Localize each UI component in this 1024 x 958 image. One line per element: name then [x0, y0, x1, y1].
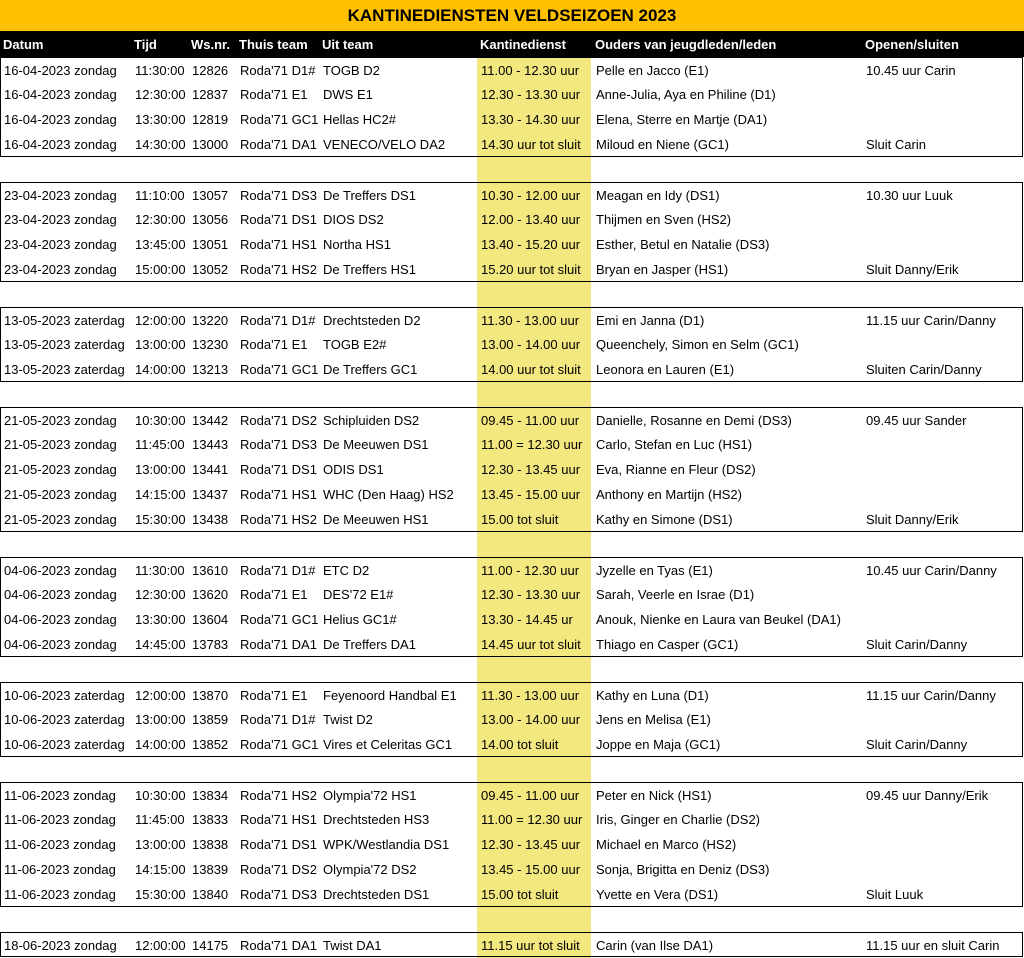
- cell-ouders: Anthony en Martijn (HS2): [596, 487, 742, 502]
- cell-kantinedienst: 11.30 - 13.00 uur: [481, 313, 580, 328]
- cell-datum: 10-06-2023 zaterdag: [4, 712, 125, 727]
- cell-uit-team: De Meeuwen HS1: [323, 512, 429, 527]
- cell-ouders: Peter en Nick (HS1): [596, 788, 712, 803]
- cell-ouders: Anouk, Nienke en Laura van Beukel (DA1): [596, 612, 841, 627]
- cell-kantinedienst: 11.00 = 12.30 uur: [481, 437, 583, 452]
- cell-openen-sluiten: [866, 582, 1024, 607]
- cell-thuis-team: Roda'71 HS1: [240, 812, 317, 827]
- cell-ouders: Sonja, Brigitta en Deniz (DS3): [596, 862, 770, 877]
- cell-kantinedienst: 14.00 uur tot sluit: [481, 362, 581, 377]
- cell-kantinedienst: 11.00 - 12.30 uur: [481, 63, 580, 78]
- cell-tijd: 13:30:00: [135, 612, 186, 627]
- cell-openen-sluiten: [866, 607, 1024, 632]
- cell-tijd: 14:45:00: [135, 637, 186, 652]
- cell-thuis-team: Roda'71 DA1: [240, 637, 317, 652]
- cell-uit-team: TOGB E2#: [323, 337, 387, 352]
- cell-tijd: 12:30:00: [135, 87, 186, 102]
- cell-datum: 23-04-2023 zondag: [4, 237, 117, 252]
- cell-thuis-team: Roda'71 D1#: [240, 63, 316, 78]
- cell-tijd: 15:00:00: [135, 262, 186, 277]
- cell-tijd: 15:30:00: [135, 887, 186, 902]
- cell-ouders: Thiago en Casper (GC1): [596, 637, 739, 652]
- cell-uit-team: Vires et Celeritas GC1: [323, 737, 453, 752]
- cell-thuis-team: Roda'71 E1: [240, 688, 308, 703]
- cell-openen-sluiten: 09.45 uur Danny/Erik: [866, 788, 989, 803]
- cell-ouders: Anne-Julia, Aya en Philine (D1): [596, 87, 776, 102]
- cell-kantinedienst: 09.45 - 11.00 uur: [481, 788, 580, 803]
- cell-wsnr: 13230: [192, 337, 229, 352]
- table-row: [0, 707, 1023, 732]
- cell-openen-sluiten: [866, 107, 1024, 132]
- cell-datum: 21-05-2023 zondag: [4, 487, 117, 502]
- table-row: [0, 832, 1023, 857]
- cell-uit-team: ETC D2: [323, 563, 370, 578]
- cell-tijd: 13:00:00: [135, 462, 186, 477]
- cell-wsnr: 13620: [192, 587, 229, 602]
- cell-openen-sluiten: [866, 857, 1024, 882]
- cell-thuis-team: Roda'71 D1#: [240, 313, 316, 328]
- cell-uit-team: Northa HS1: [323, 237, 391, 252]
- cell-ouders: Michael en Marco (HS2): [596, 837, 737, 852]
- table-row: [0, 257, 1023, 282]
- cell-ouders: Pelle en Jacco (E1): [596, 63, 709, 78]
- table-row: [0, 457, 1023, 482]
- table-row: [0, 857, 1023, 882]
- cell-datum: 16-04-2023 zondag: [4, 137, 117, 152]
- table-row: [0, 732, 1023, 757]
- cell-tijd: 12:00:00: [135, 938, 186, 953]
- cell-tijd: 13:45:00: [135, 237, 186, 252]
- cell-wsnr: 13870: [192, 688, 229, 703]
- cell-uit-team: Drechtsteden DS1: [323, 887, 430, 902]
- cell-tijd: 13:00:00: [135, 337, 186, 352]
- cell-ouders: Emi en Janna (D1): [596, 313, 705, 328]
- cell-openen-sluiten: Sluit Luuk: [866, 887, 924, 902]
- table-row: [0, 107, 1023, 132]
- cell-tijd: 10:30:00: [135, 788, 186, 803]
- cell-openen-sluiten: [866, 807, 1024, 832]
- cell-thuis-team: Roda'71 HS1: [240, 237, 317, 252]
- table-row: [0, 232, 1023, 257]
- cell-uit-team: Schipluiden DS2: [323, 413, 420, 428]
- cell-kantinedienst: 13.30 - 14.45 ur: [481, 612, 573, 627]
- cell-uit-team: DIOS DS2: [323, 212, 384, 227]
- cell-openen-sluiten: 11.15 uur Carin/Danny: [866, 688, 996, 703]
- cell-tijd: 12:00:00: [135, 313, 186, 328]
- table-row: [0, 582, 1023, 607]
- cell-thuis-team: Roda'71 DA1: [240, 137, 317, 152]
- table-row: [0, 332, 1023, 357]
- cell-uit-team: De Meeuwen DS1: [323, 437, 429, 452]
- cell-thuis-team: Roda'71 DS3: [240, 887, 317, 902]
- cell-openen-sluiten: 09.45 uur Sander: [866, 413, 967, 428]
- cell-uit-team: Twist D2: [323, 712, 373, 727]
- cell-thuis-team: Roda'71 GC1: [240, 612, 319, 627]
- table-row: [0, 632, 1023, 657]
- cell-uit-team: De Treffers HS1: [323, 262, 416, 277]
- cell-uit-team: WHC (Den Haag) HS2: [323, 487, 454, 502]
- cell-wsnr: 13852: [192, 737, 229, 752]
- cell-kantinedienst: 12.30 - 13.45 uur: [481, 462, 581, 477]
- cell-tijd: 14:15:00: [135, 487, 186, 502]
- cell-wsnr: 13442: [192, 413, 229, 428]
- cell-ouders: Yvette en Vera (DS1): [596, 887, 719, 902]
- table-row: [0, 557, 1023, 582]
- header-datum: Datum: [3, 37, 44, 52]
- cell-wsnr: 13833: [192, 812, 229, 827]
- cell-thuis-team: Roda'71 DA1: [240, 938, 317, 953]
- table-row: [0, 507, 1023, 532]
- table-row: [0, 357, 1023, 382]
- cell-kantinedienst: 10.30 - 12.00 uur: [481, 188, 581, 203]
- cell-openen-sluiten: [866, 482, 1024, 507]
- cell-openen-sluiten: [866, 432, 1024, 457]
- cell-wsnr: 13213: [192, 362, 229, 377]
- cell-tijd: 14:30:00: [135, 137, 186, 152]
- cell-datum: 18-06-2023 zondag: [4, 938, 117, 953]
- cell-wsnr: 13000: [192, 137, 229, 152]
- cell-wsnr: 13220: [192, 313, 229, 328]
- cell-datum: 04-06-2023 zondag: [4, 612, 117, 627]
- cell-thuis-team: Roda'71 D1#: [240, 712, 316, 727]
- cell-ouders: Kathy en Luna (D1): [596, 688, 709, 703]
- cell-datum: 16-04-2023 zondag: [4, 63, 117, 78]
- cell-kantinedienst: 13.00 - 14.00 uur: [481, 712, 581, 727]
- cell-kantinedienst: 13.45 - 15.00 uur: [481, 862, 581, 877]
- cell-uit-team: Olympia'72 DS2: [323, 862, 417, 877]
- cell-tijd: 15:30:00: [135, 512, 186, 527]
- cell-uit-team: De Treffers DS1: [323, 188, 416, 203]
- cell-thuis-team: Roda'71 DS3: [240, 437, 317, 452]
- cell-kantinedienst: 13.00 - 14.00 uur: [481, 337, 581, 352]
- header-wsnr: Ws.nr.: [191, 37, 231, 52]
- cell-tijd: 11:45:00: [135, 812, 185, 827]
- cell-tijd: 11:30:00: [135, 63, 185, 78]
- cell-tijd: 12:30:00: [135, 587, 186, 602]
- cell-ouders: Elena, Sterre en Martje (DA1): [596, 112, 768, 127]
- cell-thuis-team: Roda'71 GC1: [240, 737, 319, 752]
- table-row: [0, 482, 1023, 507]
- cell-tijd: 11:30:00: [135, 563, 185, 578]
- cell-thuis-team: Roda'71 GC1: [240, 112, 319, 127]
- cell-kantinedienst: 13.45 - 15.00 uur: [481, 487, 581, 502]
- cell-wsnr: 14175: [192, 938, 229, 953]
- cell-thuis-team: Roda'71 HS2: [240, 512, 317, 527]
- cell-ouders: Jyzelle en Tyas (E1): [596, 563, 713, 578]
- cell-kantinedienst: 15.00 tot sluit: [481, 512, 559, 527]
- header-uit-team: Uit team: [322, 37, 374, 52]
- cell-thuis-team: Roda'71 DS3: [240, 188, 317, 203]
- cell-wsnr: 13839: [192, 862, 229, 877]
- cell-tijd: 12:00:00: [135, 688, 186, 703]
- cell-uit-team: Drechtsteden HS3: [323, 812, 430, 827]
- cell-datum: 11-06-2023 zondag: [4, 837, 116, 852]
- cell-uit-team: WPK/Westlandia DS1: [323, 837, 450, 852]
- cell-openen-sluiten: [866, 707, 1024, 732]
- cell-tijd: 11:45:00: [135, 437, 185, 452]
- cell-uit-team: Hellas HC2#: [323, 112, 396, 127]
- cell-wsnr: 12819: [192, 112, 229, 127]
- cell-uit-team: Twist DA1: [323, 938, 382, 953]
- cell-tijd: 14:00:00: [135, 737, 186, 752]
- cell-openen-sluiten: Sluit Carin/Danny: [866, 737, 968, 752]
- cell-datum: 13-05-2023 zaterdag: [4, 362, 125, 377]
- cell-thuis-team: Roda'71 HS2: [240, 262, 317, 277]
- cell-openen-sluiten: [866, 82, 1024, 107]
- table-row: [0, 432, 1023, 457]
- cell-wsnr: 13783: [192, 637, 229, 652]
- cell-tijd: 10:30:00: [135, 413, 186, 428]
- cell-uit-team: Feyenoord Handbal E1: [323, 688, 457, 703]
- cell-openen-sluiten: 10.30 uur Luuk: [866, 188, 953, 203]
- cell-datum: 23-04-2023 zondag: [4, 212, 117, 227]
- cell-datum: 13-05-2023 zaterdag: [4, 337, 125, 352]
- cell-wsnr: 12837: [192, 87, 229, 102]
- cell-thuis-team: Roda'71 DS2: [240, 862, 317, 877]
- cell-ouders: Eva, Rianne en Fleur (DS2): [596, 462, 756, 477]
- cell-ouders: Queenchely, Simon en Selm (GC1): [596, 337, 799, 352]
- cell-ouders: Bryan en Jasper (HS1): [596, 262, 729, 277]
- cell-ouders: Leonora en Lauren (E1): [596, 362, 735, 377]
- cell-thuis-team: Roda'71 E1: [240, 87, 308, 102]
- cell-wsnr: 13437: [192, 487, 229, 502]
- cell-wsnr: 13840: [192, 887, 229, 902]
- cell-datum: 13-05-2023 zaterdag: [4, 313, 125, 328]
- cell-kantinedienst: 13.30 - 14.30 uur: [481, 112, 581, 127]
- cell-kantinedienst: 11.15 uur tot sluit: [481, 938, 580, 953]
- cell-datum: 23-04-2023 zondag: [4, 262, 117, 277]
- cell-datum: 10-06-2023 zaterdag: [4, 737, 125, 752]
- cell-ouders: Esther, Betul en Natalie (DS3): [596, 237, 770, 252]
- cell-ouders: Sarah, Veerle en Israe (D1): [596, 587, 755, 602]
- cell-kantinedienst: 12.30 - 13.45 uur: [481, 837, 581, 852]
- cell-uit-team: DWS E1: [323, 87, 373, 102]
- header-openen-sluiten: Openen/sluiten: [865, 37, 959, 52]
- cell-wsnr: 13052: [192, 262, 229, 277]
- table-row: [0, 307, 1023, 332]
- cell-datum: 21-05-2023 zondag: [4, 512, 117, 527]
- cell-ouders: Thijmen en Sven (HS2): [596, 212, 732, 227]
- cell-tijd: 13:00:00: [135, 837, 186, 852]
- header-row: [0, 32, 1024, 57]
- cell-wsnr: 13057: [192, 188, 229, 203]
- header-kantinedienst: Kantinedienst: [480, 37, 566, 52]
- cell-wsnr: 12826: [192, 63, 229, 78]
- cell-wsnr: 13604: [192, 612, 229, 627]
- cell-uit-team: DES'72 E1#: [323, 587, 394, 602]
- cell-thuis-team: Roda'71 DS2: [240, 413, 317, 428]
- cell-kantinedienst: 14.00 tot sluit: [481, 737, 559, 752]
- cell-openen-sluiten: [866, 457, 1024, 482]
- cell-tijd: 13:00:00: [135, 712, 186, 727]
- cell-ouders: Carin (van Ilse DA1): [596, 938, 714, 953]
- cell-kantinedienst: 12.30 - 13.30 uur: [481, 587, 581, 602]
- cell-thuis-team: Roda'71 E1: [240, 587, 308, 602]
- cell-ouders: Kathy en Simone (DS1): [596, 512, 733, 527]
- cell-tijd: 14:15:00: [135, 862, 186, 877]
- table-row: [0, 407, 1023, 432]
- cell-kantinedienst: 15.00 tot sluit: [481, 887, 559, 902]
- cell-thuis-team: Roda'71 HS1: [240, 487, 317, 502]
- cell-thuis-team: Roda'71 GC1: [240, 362, 319, 377]
- table-row: [0, 807, 1023, 832]
- table-row: [0, 57, 1023, 82]
- cell-wsnr: 13051: [192, 237, 229, 252]
- cell-tijd: 14:00:00: [135, 362, 186, 377]
- cell-datum: 04-06-2023 zondag: [4, 563, 117, 578]
- cell-uit-team: De Treffers GC1: [323, 362, 418, 377]
- cell-datum: 11-06-2023 zondag: [4, 788, 116, 803]
- sheet-title: KANTINEDIENSTEN VELDSEIZOEN 2023: [0, 0, 1024, 32]
- cell-kantinedienst: 12.30 - 13.30 uur: [481, 87, 581, 102]
- cell-wsnr: 13610: [192, 563, 229, 578]
- cell-thuis-team: Roda'71 HS2: [240, 788, 317, 803]
- cell-kantinedienst: 09.45 - 11.00 uur: [481, 413, 580, 428]
- cell-uit-team: Olympia'72 HS1: [323, 788, 417, 803]
- cell-kantinedienst: 11.00 - 12.30 uur: [481, 563, 580, 578]
- table-row: [0, 682, 1023, 707]
- table-row: [0, 182, 1023, 207]
- cell-openen-sluiten: [866, 332, 1024, 357]
- cell-datum: 16-04-2023 zondag: [4, 112, 117, 127]
- cell-openen-sluiten: Sluit Danny/Erik: [866, 512, 959, 527]
- table-row: [0, 207, 1023, 232]
- cell-thuis-team: Roda'71 D1#: [240, 563, 316, 578]
- cell-thuis-team: Roda'71 E1: [240, 337, 308, 352]
- cell-kantinedienst: 14.30 uur tot sluit: [481, 137, 581, 152]
- cell-ouders: Miloud en Niene (GC1): [596, 137, 729, 152]
- cell-wsnr: 13859: [192, 712, 229, 727]
- cell-wsnr: 13441: [192, 462, 229, 477]
- cell-tijd: 11:10:00: [135, 188, 185, 203]
- cell-openen-sluiten: 11.15 uur Carin/Danny: [866, 313, 996, 328]
- cell-tijd: 13:30:00: [135, 112, 186, 127]
- cell-uit-team: ODIS DS1: [323, 462, 384, 477]
- cell-uit-team: Helius GC1#: [323, 612, 397, 627]
- cell-openen-sluiten: 10.45 uur Carin/Danny: [866, 563, 997, 578]
- cell-thuis-team: Roda'71 DS1: [240, 837, 317, 852]
- cell-ouders: Jens en Melisa (E1): [596, 712, 711, 727]
- table-row: [0, 607, 1023, 632]
- cell-wsnr: 13443: [192, 437, 229, 452]
- cell-openen-sluiten: Sluiten Carin/Danny: [866, 362, 982, 377]
- cell-ouders: Meagan en Idy (DS1): [596, 188, 720, 203]
- cell-datum: 04-06-2023 zondag: [4, 637, 117, 652]
- table-row: [0, 132, 1023, 157]
- cell-wsnr: 13838: [192, 837, 229, 852]
- cell-kantinedienst: 11.30 - 13.00 uur: [481, 688, 580, 703]
- cell-openen-sluiten: [866, 832, 1024, 857]
- table-row: [0, 82, 1023, 107]
- cell-datum: 21-05-2023 zondag: [4, 413, 117, 428]
- cell-kantinedienst: 13.40 - 15.20 uur: [481, 237, 581, 252]
- cell-openen-sluiten: Sluit Carin/Danny: [866, 637, 968, 652]
- cell-uit-team: De Treffers DA1: [323, 637, 416, 652]
- cell-datum: 16-04-2023 zondag: [4, 87, 117, 102]
- header-ouders: Ouders van jeugdleden/leden: [595, 37, 777, 52]
- table-row: [0, 932, 1023, 957]
- cell-ouders: Carlo, Stefan en Luc (HS1): [596, 437, 753, 452]
- cell-openen-sluiten: 10.45 uur Carin: [866, 63, 956, 78]
- cell-wsnr: 13438: [192, 512, 229, 527]
- cell-tijd: 12:30:00: [135, 212, 186, 227]
- header-thuis-team: Thuis team: [239, 37, 308, 52]
- cell-ouders: Danielle, Rosanne en Demi (DS3): [596, 413, 792, 428]
- cell-thuis-team: Roda'71 DS1: [240, 212, 317, 227]
- cell-kantinedienst: 12.00 - 13.40 uur: [481, 212, 581, 227]
- cell-uit-team: VENECO/VELO DA2: [323, 137, 446, 152]
- cell-datum: 11-06-2023 zondag: [4, 862, 116, 877]
- cell-datum: 04-06-2023 zondag: [4, 587, 117, 602]
- cell-openen-sluiten: Sluit Danny/Erik: [866, 262, 959, 277]
- table-row: [0, 782, 1023, 807]
- cell-wsnr: 13834: [192, 788, 229, 803]
- cell-datum: 11-06-2023 zondag: [4, 812, 116, 827]
- cell-wsnr: 13056: [192, 212, 229, 227]
- cell-openen-sluiten: [866, 232, 1024, 257]
- cell-thuis-team: Roda'71 DS1: [240, 462, 317, 477]
- cell-ouders: Joppe en Maja (GC1): [596, 737, 721, 752]
- cell-uit-team: Drechtsteden D2: [323, 313, 421, 328]
- cell-datum: 11-06-2023 zondag: [4, 887, 116, 902]
- cell-ouders: Iris, Ginger en Charlie (DS2): [596, 812, 760, 827]
- cell-openen-sluiten: [866, 207, 1024, 232]
- cell-kantinedienst: 11.00 = 12.30 uur: [481, 812, 583, 827]
- cell-uit-team: TOGB D2: [323, 63, 380, 78]
- cell-kantinedienst: 14.45 uur tot sluit: [481, 637, 581, 652]
- header-tijd: Tijd: [134, 37, 157, 52]
- table-row: [0, 882, 1023, 907]
- cell-datum: 21-05-2023 zondag: [4, 437, 117, 452]
- cell-datum: 21-05-2023 zondag: [4, 462, 117, 477]
- cell-kantinedienst: 15.20 uur tot sluit: [481, 262, 581, 277]
- cell-openen-sluiten: 11.15 uur en sluit Carin: [866, 938, 1000, 953]
- cell-openen-sluiten: Sluit Carin: [866, 137, 926, 152]
- cell-datum: 23-04-2023 zondag: [4, 188, 117, 203]
- cell-datum: 10-06-2023 zaterdag: [4, 688, 125, 703]
